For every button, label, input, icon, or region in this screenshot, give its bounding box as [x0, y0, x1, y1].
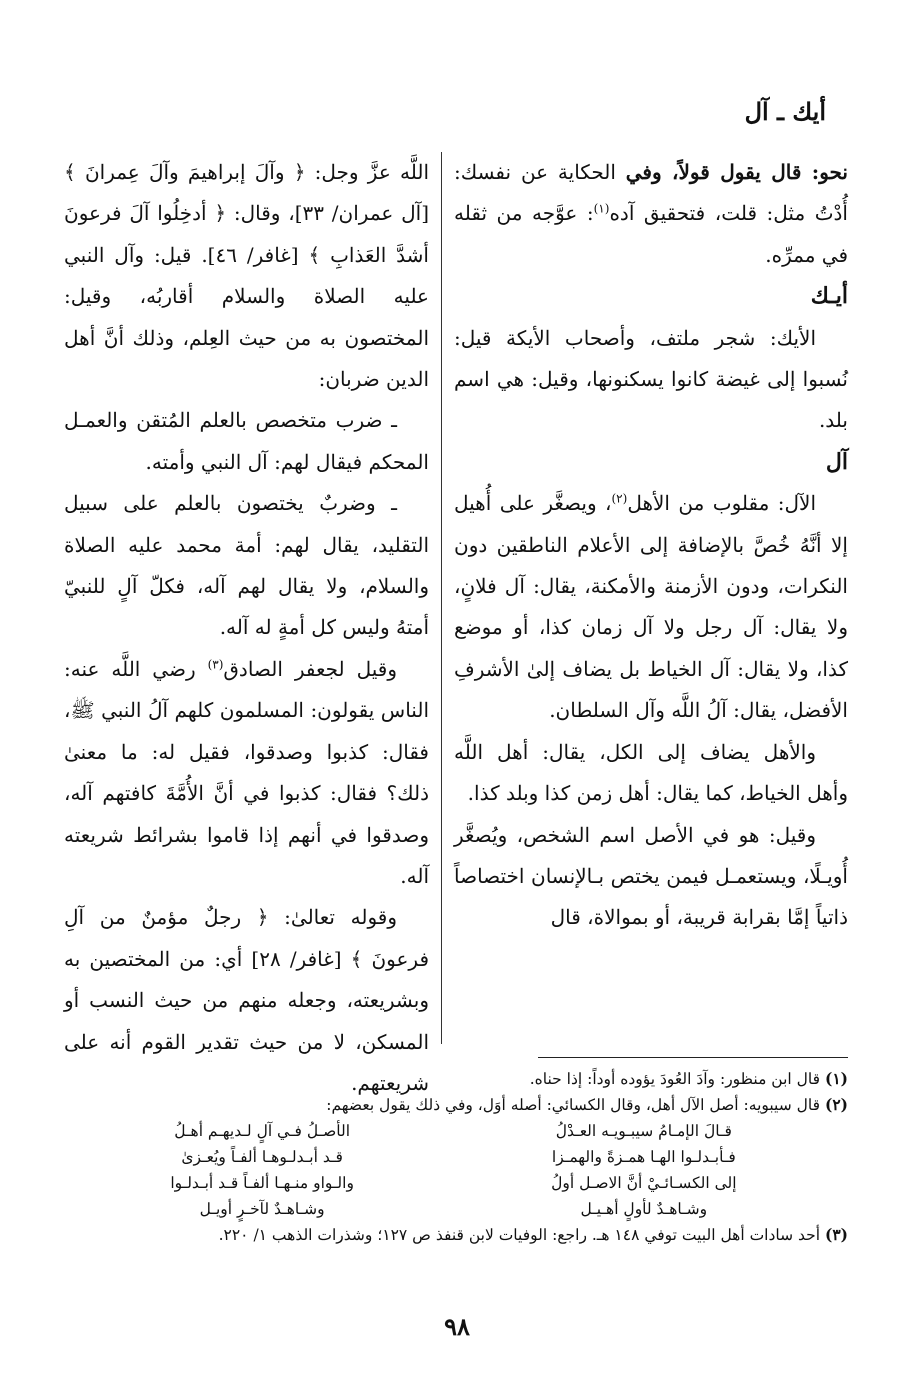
- footnote-3: [66, 1222, 848, 1248]
- paragraph-text: الحكاية عن نفسك: أُدْتُ مثل: قلت، فتحقيق آده: [454, 160, 848, 226]
- right-column: [442, 152, 848, 1044]
- verse-line: [86, 1118, 820, 1144]
- footnote-number: (٢): [824, 1095, 848, 1114]
- footnote-ref: (١): [593, 201, 610, 216]
- paragraph: ـ ضرب متخصص بالعلم المُتقن والعمـل المحكم فيقال لهم: آل النبي وأمته.: [64, 408, 429, 474]
- verse-second-half: قـد أبـدلـوهـا ألفـاً ويُعـزىٰ: [181, 1148, 343, 1166]
- lead-text: نحو: قال يقول قولاً، وفي: [625, 160, 849, 184]
- footnote-number: (١): [824, 1069, 848, 1088]
- verse-line: [86, 1144, 820, 1170]
- footnote-divider: [538, 1057, 848, 1058]
- verse-line: [86, 1196, 820, 1222]
- paragraph-text: : عوَّجه من ثقله في ممرِّه.: [454, 201, 848, 267]
- footnote-text: قال سيبويه: أصل الآل أهل، وقال الكسائي: أصله أوَل، وفي ذلك يقول بعضهم:: [326, 1096, 825, 1114]
- paragraph-text: ، ويصغَّر على أُهيل إلا أنَّهُ خُصَّ بالإضافة إلى الأعلام الناطقين دون النكرات، ودون الأزمنة والأمكنة، يقال: آل فلانٍ، ولا يقال: آل رجل ولا آل زمان كذا، أو موضع كذا، ولا يقال: آل الخياط بل يضاف إلىٰ الأشرفِ الأفضل، يقال: آلُ اللَّه وآل السلطان.: [454, 491, 848, 723]
- poem-verses: [66, 1118, 848, 1222]
- verse-line: [86, 1170, 820, 1196]
- footnote-ref: (٣): [207, 657, 224, 672]
- paragraph: [454, 152, 848, 276]
- verse-first-half: إلى الكسـائـيْ أنَّ الاصـل أولُ: [551, 1174, 737, 1192]
- paragraph-text: وقيل لجعفر الصادق: [223, 656, 397, 681]
- footnote-text: أحد سادات أهل البيت توفي ١٤٨ هـ. راجع: الوفيات لابن قنفذ ص ١٢٧؛ وشذرات الذهب ١/ ٢٢٠.: [218, 1226, 825, 1244]
- verse-first-half: وشـاهـدٌ لأولٍ أهـيـل: [580, 1200, 708, 1218]
- footnote-number: (٣): [824, 1225, 848, 1244]
- paragraph: وقيل: هو في الأصل اسم الشخص، ويُصغَّر أُويـلًا، ويستعمـل فيمن يختص بـالإنسان اختصاصاً ذاتياً إمَّا بقرابة قريبة، أو بموالاة، قال: [454, 822, 848, 930]
- verse-second-half: وشـاهـدٌ لآخـرٍ أويـل: [199, 1200, 325, 1218]
- paragraph: ـ وضربٌ يختصون بالعلم على سبيل التقليد، يقال لهم: أمة محمد عليه الصلاة والسلام، ولا يقال لهم آله، فكلّ آلٍ للنبيّ أمتهُ وليس كل أمةٍ له آله.: [64, 491, 429, 640]
- left-column: [64, 152, 442, 1095]
- paragraph: الأيك: شجر ملتف، وأصحاب الأيكة قيل: نُسبوا إلى غيضة كانوا يسكنونها، وقيل: هي اسم بلد.: [454, 325, 848, 433]
- footnote-ref: (٢): [611, 491, 628, 506]
- paragraph: والأهل يضاف إلى الكل، يقال: أهل اللَّه وأهل الخياط، كما يقال: أهل زمن كذا وبلد كذا.: [454, 739, 848, 806]
- paragraph: [64, 649, 429, 897]
- paragraph: [454, 483, 848, 731]
- entry-heading-aal: آل: [825, 448, 848, 475]
- verse-second-half: الأصـلُ فـي آلٍ لـديهـم أهـلُ: [174, 1122, 351, 1140]
- page-header-title: أيك ـ آل: [744, 97, 826, 126]
- entry-heading-aik: أيـك: [810, 283, 848, 310]
- paragraph: وقوله تعالىٰ: ﴿ رجلٌ مؤمنٌ من آلِ فرعونَ ﴾ [غافر/ ٢٨] أي: من المختصين به وبشريعته، وجعله منهم من حيث النسب أو المسكن، لا من حيث تقدير القوم أنه على شريعتهم.: [64, 905, 430, 1095]
- paragraph: اللَّه عزَّ وجل: ﴿ وآلَ إبراهيمَ وآلَ عِمرانَ ﴾ [آل عمران/ ٣٣]، وقال: ﴿ أدخِلُوا آلَ فرعونَ أشدَّ العَذابِ ﴾ [غافر/ ٤٦]. قيل: وآل النبي عليه الصلاة والسلام أقاربُه، وقيل: المختصون به من حيث العِلم، وذلك أنَّ أهل الدين ضربان:: [64, 160, 429, 392]
- footnote-1: [66, 1066, 848, 1092]
- paragraph-text: رضي اللَّه عنه: الناس يقولون: المسلمون كلهم آلُ النبي ﷺ، فقال: كذبوا وصدقوا، فقيل له: ما معنىٰ ذلك؟ فقال: كذبوا في أنَّ الأُمَّةَ كافتهم آله، وصدقوا في أنهم إذا قاموا بشرائط شريعته آله.: [64, 656, 429, 888]
- verse-second-half: والـواو منـهـا ألفـاً قـد أبـدلـوا: [170, 1174, 354, 1192]
- paragraph-text: الآل: مقلوب من الأهل: [627, 491, 817, 516]
- footnote-text: قال ابن منظور: وآدَ العُودَ يؤوده أوداً: إذا حناه.: [529, 1070, 825, 1088]
- verse-first-half: قـالَ الإمـامُ سيبـويـه العـدْلُ: [555, 1122, 732, 1140]
- footnotes: [66, 1066, 848, 1248]
- page-number: ٩٨: [444, 1312, 470, 1341]
- footnote-2: [66, 1092, 848, 1118]
- verse-first-half: فـأبـدلـوا الهـا همـزةً والهمـزا: [551, 1148, 736, 1166]
